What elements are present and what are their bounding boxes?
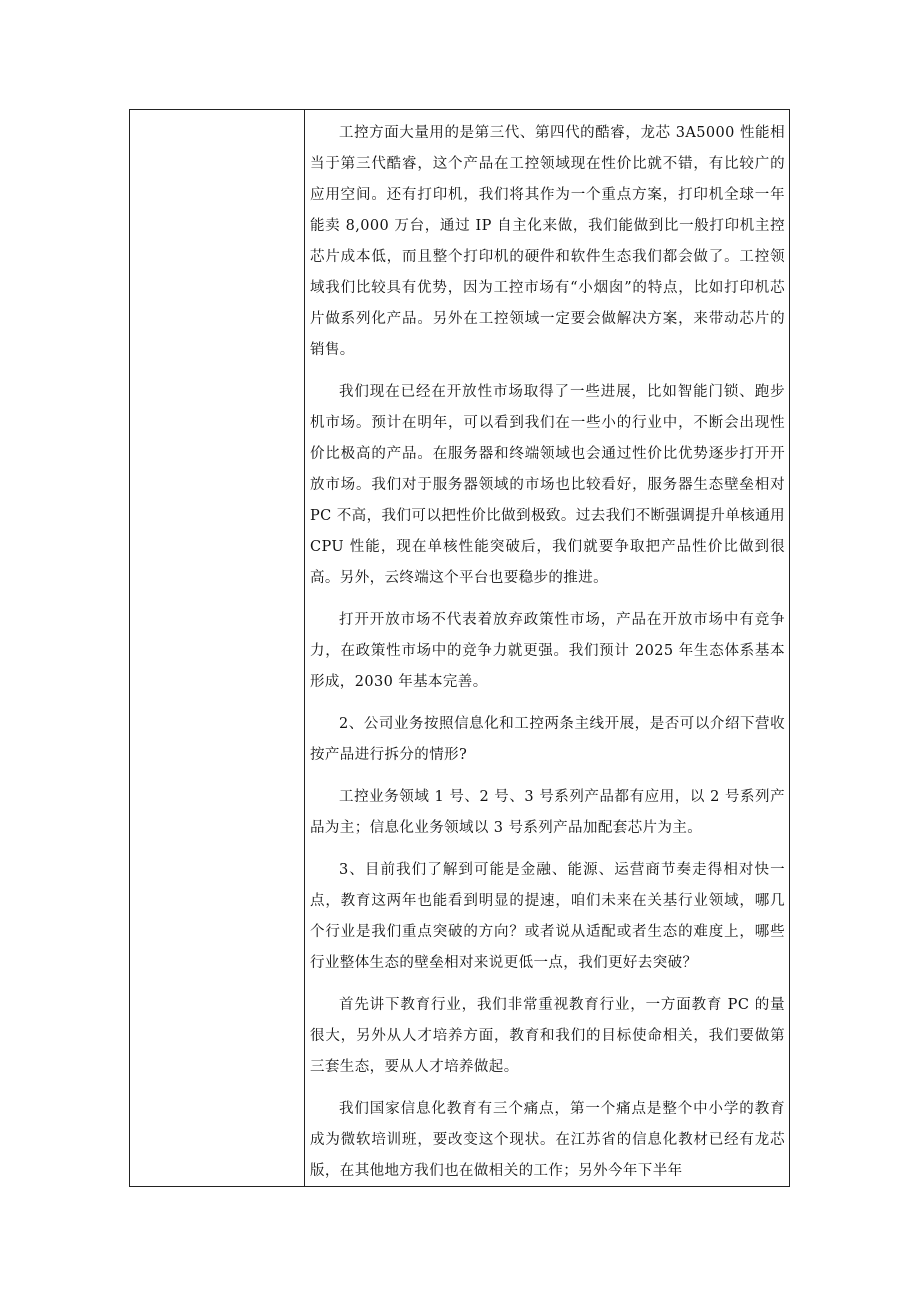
answer-3-pain-points: 我们国家信息化教育有三个痛点，第一个痛点是整个中小学的教育成为微软培训班，要改变这个现状。在江苏省的信息化教材已经有龙芯版，在其他地方我们也在做相关的工作；另外今年下半年 <box>310 1101 785 1179</box>
question-2: 2、公司业务按照信息化和工控两条主线开展，是否可以介绍下营收按产品进行拆分的情形? <box>310 716 785 763</box>
paragraph-industrial-control: 工控方面大量用的是第三代、第四代的酷睿，龙芯 3A5000 性能相当于第三代酷睿，这个产品在工控领域现在性价比就不错，有比较广的应用空间。还有打印机，我们将其作为一个重点方案，打印机全球一年能卖 8,000 万台，通过 IP 自主化来做，我们能做到比一般打印机主控芯片成本低，而且整个打印机的硬件和软件生态我们都会做了。工控领域我们比较具有优势，因为工控市场有“小烟囱”的特点，比如打印机芯片做系列化产品。另外在工控领域一定要会做解决方案，来带动芯片的销售。 <box>310 125 785 358</box>
content-table <box>129 109 790 1187</box>
answer-2: 工控业务领域 1 号、2 号、3 号系列产品都有应用，以 2 号系列产品为主；信息化业务领域以 3 号系列产品加配套芯片为主。 <box>310 789 785 836</box>
question-3: 3、目前我们了解到可能是金融、能源、运营商节奏走得相对快一点，教育这两年也能看到明显的提速，咱们未来在关基行业领域，哪几个行业是我们重点突破的方向？或者说从适配或者生态的难度上，哪些行业整体生态的壁垒相对来说更低一点，我们更好去突破？ <box>310 862 785 971</box>
answer-3-education: 首先讲下教育行业，我们非常重视教育行业，一方面教育 PC 的量很大，另外从人才培养方面，教育和我们的目标使命相关，我们要做第三套生态，要从人才培养做起。 <box>310 997 785 1075</box>
table-label-cell <box>130 110 305 1186</box>
paragraph-open-market: 我们现在已经在开放性市场取得了一些进展，比如智能门锁、跑步机市场。预计在明年，可以看到我们在一些小的行业中，不断会出现性价比极高的产品。在服务器和终端领域也会通过性价比优势逐步打开开放市场。我们对于服务器领域的市场也比较看好，服务器生态壁垒相对 PC 不高，我们可以把性价比做到极致。过去我们不断强调提升单核通用 CPU 性能，现在单核性能突破后，我们就要争取把产品性价比做到很高。另外，云终端这个平台也要稳步的推进。 <box>310 384 785 586</box>
paragraph-policy-market: 打开开放市场不代表着放弃政策性市场，产品在开放市场中有竞争力，在政策性市场中的竞争力就更强。我们预计 2025 年生态体系基本形成，2030 年基本完善。 <box>310 612 785 690</box>
table-content-cell <box>305 110 789 1186</box>
